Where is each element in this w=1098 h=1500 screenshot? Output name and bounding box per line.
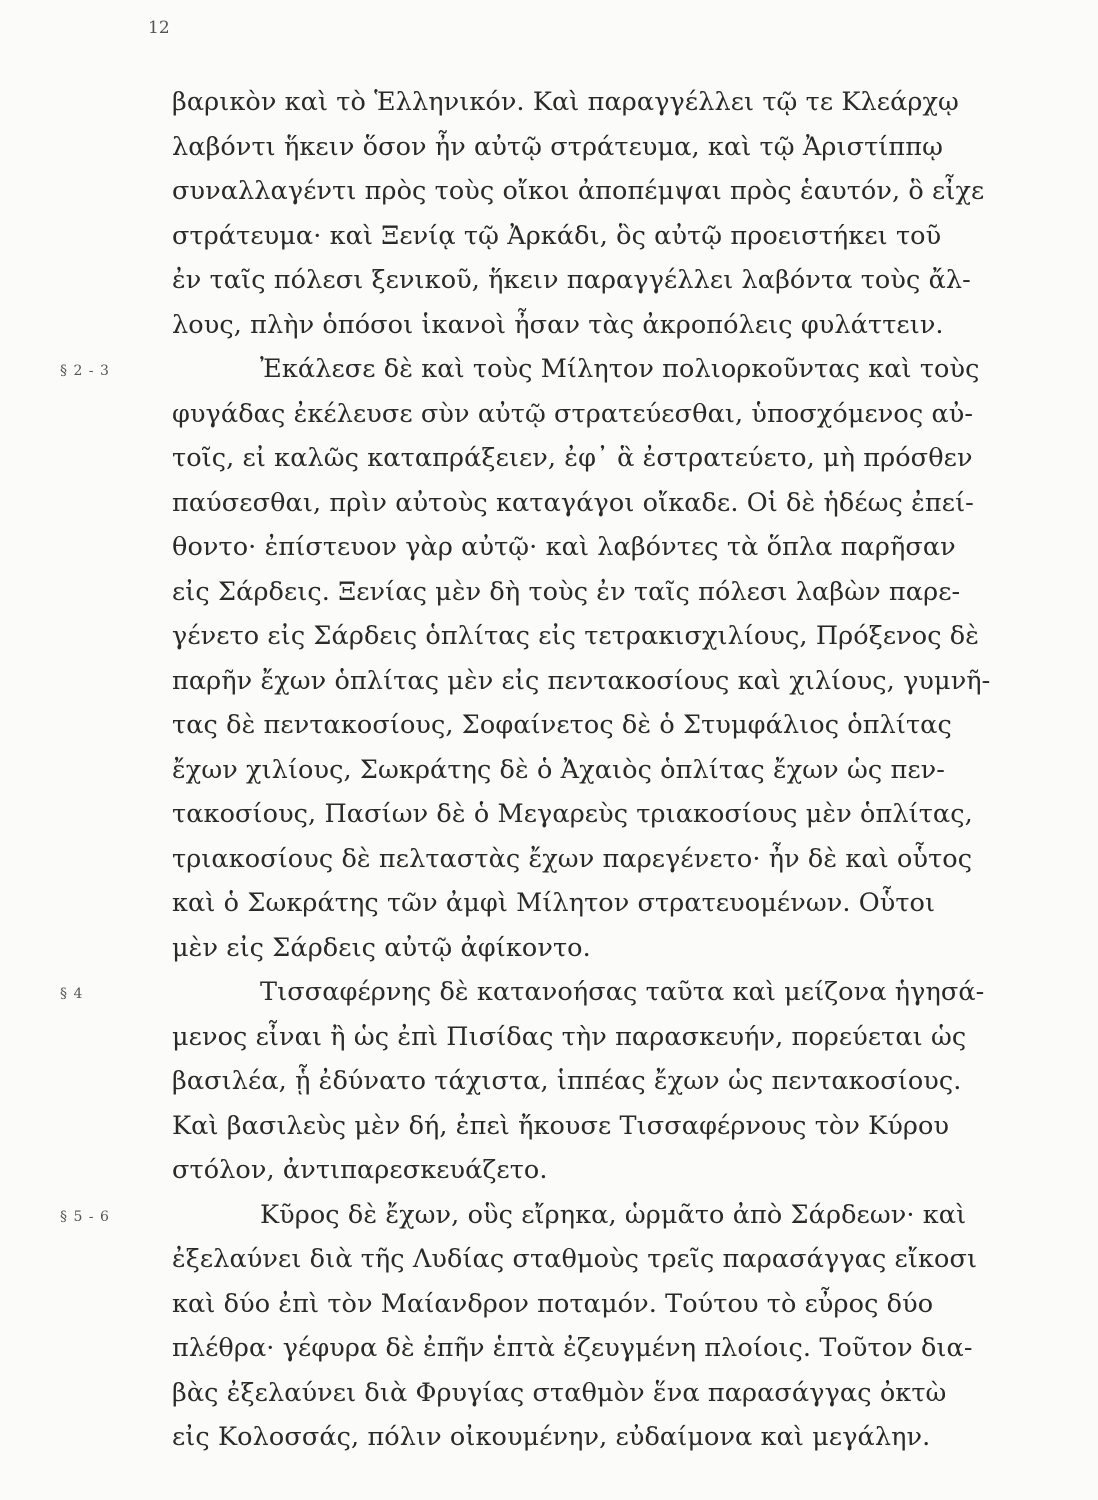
line-text: λους, πλὴν ὁπόσοι ἱκανοὶ ἦσαν τὰς ἀκροπόλεις φυλάττειν. xyxy=(172,309,944,340)
line-text: εἰς Σάρδεις. Ξενίας μὲν δὴ τοὺς ἐν ταῖς πόλεσι λαβὼν παρε- xyxy=(172,576,961,607)
text-line xyxy=(172,926,1052,971)
line-text: Καὶ βασιλεὺς μὲν δή, ἐπεὶ ἤκουσε Τισσαφέρνους τὸν Κύρου xyxy=(172,1110,950,1141)
line-text: μὲν εἰς Σάρδεις αὐτῷ ἀφίκοντο. xyxy=(172,932,591,963)
line-text: τας δὲ πεντακοσίους, Σοφαίνετος δὲ ὁ Στυμφάλιος ὁπλίτας xyxy=(172,710,952,740)
line-text: λαβόντι ἥκειν ὅσον ἦν αὐτῷ στράτευμα, καὶ τῷ Ἀριστίππῳ xyxy=(172,131,943,162)
text-line xyxy=(172,1237,1052,1282)
line-text: Κῦρος δὲ ἔχων, οὓς εἴρηκα, ὡρμᾶτο ἀπὸ Σάρδεων· καὶ xyxy=(260,1199,967,1230)
line-text: βαρικὸν καὶ τὸ Ἑλληνικόν. Καὶ παραγγέλλει τῷ τε Κλεάρχῳ xyxy=(172,87,959,117)
line-text: τακοσίους, Πασίων δὲ ὁ Μεγαρεὺς τριακοσίους μὲν ὁπλίτας, xyxy=(172,799,973,829)
line-text: καὶ δύο ἐπὶ τὸν Μαίανδρον ποταμόν. Τούτου τὸ εὖρος δύο xyxy=(172,1288,934,1319)
text-line xyxy=(172,436,1052,481)
text-line xyxy=(172,1282,1052,1327)
line-text: φυγάδας ἐκέλευσε σὺν αὐτῷ στρατεύεσθαι, ὑποσχόμενος αὐ- xyxy=(172,398,974,429)
text-line xyxy=(172,1415,1052,1460)
line-text: εἰς Κολοσσάς, πόλιν οἰκουμένην, εὐδαίμονα καὶ μεγάλην. xyxy=(172,1422,931,1452)
line-text: μενος εἶναι ἢ ὡς ἐπὶ Πισίδας τὴν παρασκευήν, πορεύεται ὡς xyxy=(172,1021,967,1052)
section-marker: § 5 - 6 xyxy=(60,1208,110,1225)
line-text: τριακοσίους δὲ πελταστὰς ἔχων παρεγένετο· ἦν δὲ καὶ οὗτος xyxy=(172,843,973,874)
text-line xyxy=(172,1015,1052,1060)
text-line xyxy=(172,1148,1052,1193)
line-text: στόλον, ἀντιπαρεσκευάζετο. xyxy=(172,1155,548,1185)
line-text: παρῆν ἔχων ὁπλίτας μὲν εἰς πεντακοσίους καὶ χιλίους, γυμνῆ- xyxy=(172,665,991,696)
line-text: ἐξελαύνει διὰ τῆς Λυδίας σταθμοὺς τρεῖς παρασάγγας εἴκοσι xyxy=(172,1244,978,1274)
text-line xyxy=(60,1193,1052,1238)
text-line xyxy=(172,703,1052,748)
line-text: πλέθρα· γέφυρα δὲ ἐπῆν ἑπτὰ ἐζευγμένη πλοίοις. Τοῦτον δια- xyxy=(172,1333,973,1363)
text-line xyxy=(172,1371,1052,1416)
text-line xyxy=(172,303,1052,348)
text-line xyxy=(172,1104,1052,1149)
section-marker: § 4 xyxy=(60,986,84,1002)
line-text: ἔχων χιλίους, Σωκράτης δὲ ὁ Ἀχαιὸς ὁπλίτας ἔχων ὡς πεν- xyxy=(172,754,945,785)
text-line xyxy=(172,481,1052,526)
body-text xyxy=(60,80,1052,1460)
line-text: τοῖς, εἰ καλῶς καταπράξειεν, ἐφ᾽ ἃ ἐστρατεύετο, μὴ πρόσθεν xyxy=(172,443,973,473)
text-line xyxy=(60,970,1052,1015)
text-line xyxy=(172,748,1052,793)
text-line xyxy=(172,659,1052,704)
text-line xyxy=(172,392,1052,437)
text-line xyxy=(172,169,1052,214)
text-line xyxy=(172,214,1052,259)
text-line xyxy=(60,347,1052,392)
text-line xyxy=(172,1059,1052,1104)
text-line xyxy=(172,792,1052,837)
text-line xyxy=(172,80,1052,125)
page-number: 12 xyxy=(148,18,170,38)
text-line xyxy=(172,837,1052,882)
line-text: βὰς ἐξελαύνει διὰ Φρυγίας σταθμὸν ἕνα παρασάγγας ὀκτὼ xyxy=(172,1377,947,1408)
line-text: θοντο· ἐπίστευον γὰρ αὐτῷ· καὶ λαβόντες τὰ ὅπλα παρῆσαν xyxy=(172,532,956,562)
text-line xyxy=(172,570,1052,615)
line-text: Τισσαφέρνης δὲ κατανοήσας ταῦτα καὶ μείζονα ἡγησά- xyxy=(260,977,985,1007)
text-line xyxy=(172,258,1052,303)
line-text: γένετο εἰς Σάρδεις ὁπλίτας εἰς τετρακισχιλίους, Πρόξενος δὲ xyxy=(172,621,980,651)
text-line xyxy=(172,614,1052,659)
text-line xyxy=(172,125,1052,170)
line-text: Ἐκάλεσε δὲ καὶ τοὺς Μίλητον πολιορκοῦντας καὶ τοὺς xyxy=(260,354,980,384)
line-text: συναλλαγέντι πρὸς τοὺς οἴκοι ἀποπέμψαι πρὸς ἑαυτόν, ὃ εἶχε xyxy=(172,176,985,206)
line-text: στράτευμα· καὶ Ξενίᾳ τῷ Ἀρκάδι, ὃς αὐτῷ προειστήκει τοῦ xyxy=(172,220,942,251)
text-line xyxy=(172,525,1052,570)
text-line xyxy=(172,1326,1052,1371)
line-text: παύσεσθαι, πρὶν αὐτοὺς καταγάγοι οἴκαδε. Οἱ δὲ ἡδέως ἐπεί- xyxy=(172,487,974,518)
line-text: καὶ ὁ Σωκράτης τῶν ἀμφὶ Μίλητον στρατευομένων. Οὗτοι xyxy=(172,888,936,918)
line-text: ἐν ταῖς πόλεσι ξενικοῦ, ἥκειν παραγγέλλει λαβόντα τοὺς ἄλ- xyxy=(172,265,971,295)
line-text: βασιλέα, ᾗ ἐδύνατο τάχιστα, ἱππέας ἔχων ὡς πεντακοσίους. xyxy=(172,1066,962,1096)
text-line xyxy=(172,881,1052,926)
section-marker: § 2 - 3 xyxy=(60,363,110,379)
